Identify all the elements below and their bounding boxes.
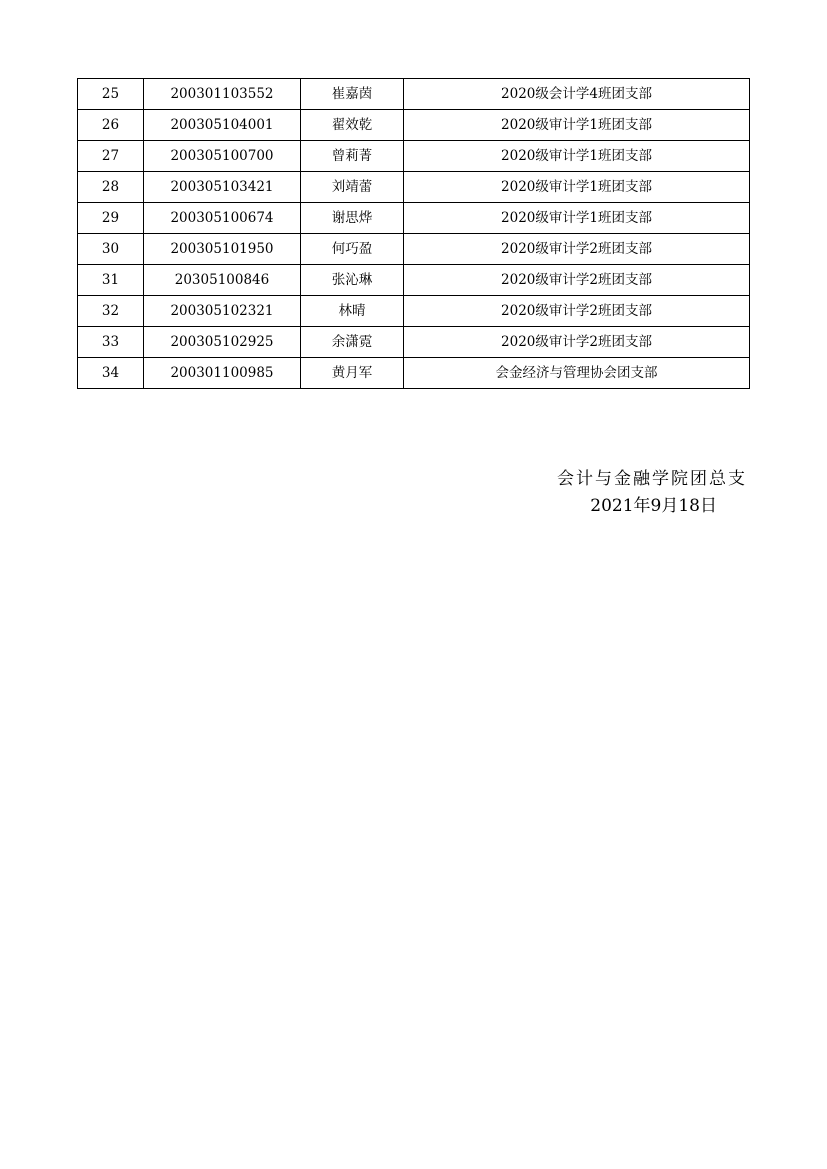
student-name: 张沁琳 <box>301 265 404 296</box>
student-id: 200301100985 <box>144 358 301 389</box>
student-id: 20305100846 <box>144 265 301 296</box>
table-row <box>78 79 750 110</box>
league-branch: 2020级审计学1班团支部 <box>404 203 750 234</box>
row-number: 33 <box>78 327 144 358</box>
student-id: 200305102925 <box>144 327 301 358</box>
student-name: 黄月军 <box>301 358 404 389</box>
league-branch: 2020级审计学2班团支部 <box>404 265 750 296</box>
table-row <box>78 265 750 296</box>
table-row <box>78 141 750 172</box>
row-number: 27 <box>78 141 144 172</box>
league-branch: 2020级审计学2班团支部 <box>404 327 750 358</box>
table-row <box>78 110 750 141</box>
signature-block <box>487 466 747 520</box>
table-row <box>78 296 750 327</box>
row-number: 25 <box>78 79 144 110</box>
row-number: 30 <box>78 234 144 265</box>
student-name: 翟效乾 <box>301 110 404 141</box>
league-branch: 2020级会计学4班团支部 <box>404 79 750 110</box>
row-number: 29 <box>78 203 144 234</box>
student-id: 200305103421 <box>144 172 301 203</box>
row-number: 34 <box>78 358 144 389</box>
row-number: 28 <box>78 172 144 203</box>
league-branch: 2020级审计学2班团支部 <box>404 234 750 265</box>
student-id: 200305100700 <box>144 141 301 172</box>
league-branch: 2020级审计学1班团支部 <box>404 141 750 172</box>
league-branch: 会金经济与管理协会团支部 <box>404 358 750 389</box>
student-name: 何巧盈 <box>301 234 404 265</box>
student-id: 200305104001 <box>144 110 301 141</box>
row-number: 26 <box>78 110 144 141</box>
issuing-organization: 会计与金融学院团总支 <box>557 469 747 489</box>
table-row <box>78 172 750 203</box>
member-table <box>77 78 750 389</box>
table-row <box>78 358 750 389</box>
issue-date: 2021年9月18日 <box>590 496 717 516</box>
row-number: 31 <box>78 265 144 296</box>
table-row <box>78 234 750 265</box>
student-id: 200305101950 <box>144 234 301 265</box>
student-name: 谢思烨 <box>301 203 404 234</box>
table-row <box>78 327 750 358</box>
student-id: 200305102321 <box>144 296 301 327</box>
league-branch: 2020级审计学1班团支部 <box>404 110 750 141</box>
student-name: 崔嘉茵 <box>301 79 404 110</box>
student-name: 余潇霓 <box>301 327 404 358</box>
league-branch: 2020级审计学2班团支部 <box>404 296 750 327</box>
student-name: 刘靖蕾 <box>301 172 404 203</box>
table-row <box>78 203 750 234</box>
student-id: 200301103552 <box>144 79 301 110</box>
league-branch: 2020级审计学1班团支部 <box>404 172 750 203</box>
student-name: 林晴 <box>301 296 404 327</box>
student-name: 曾莉菁 <box>301 141 404 172</box>
student-id: 200305100674 <box>144 203 301 234</box>
row-number: 32 <box>78 296 144 327</box>
